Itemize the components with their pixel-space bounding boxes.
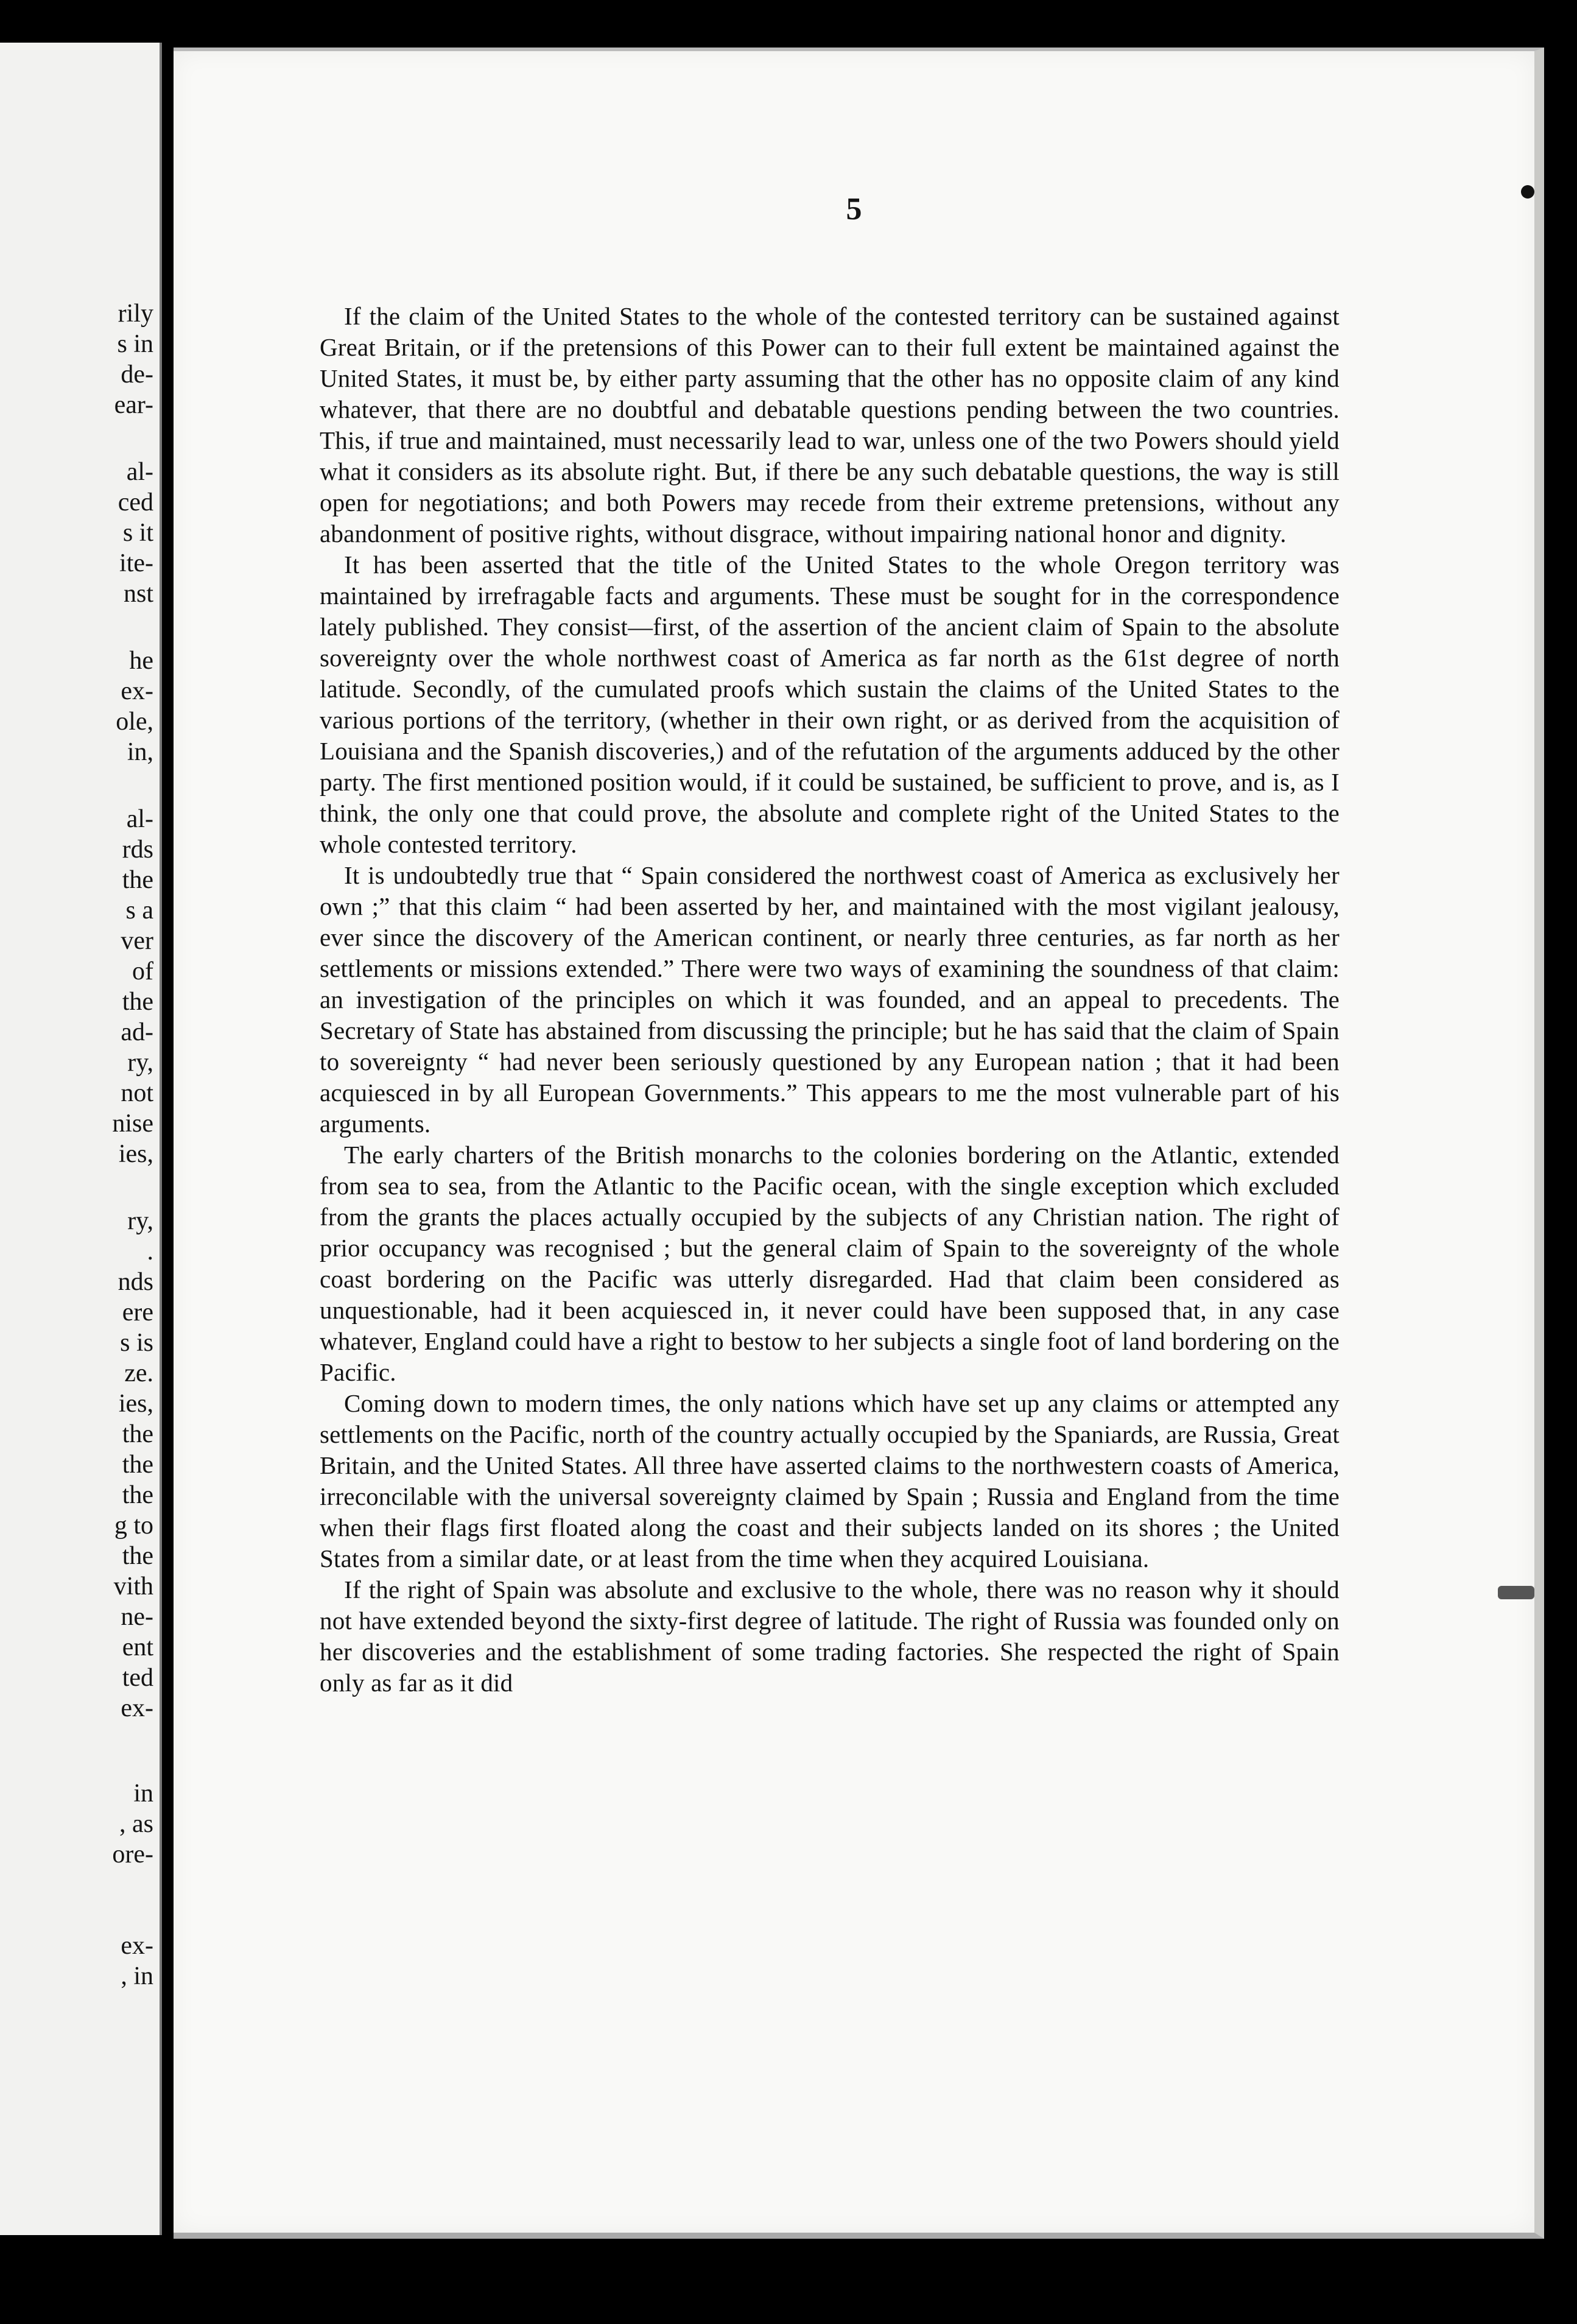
margin-fragment: in (133, 1780, 153, 1808)
margin-fragment: g to (114, 1512, 153, 1540)
margin-fragment: the (122, 1451, 153, 1479)
margin-fragment: rily (118, 300, 153, 328)
paragraph: It has been asserted that the title of the United States to the whole Oregon territory was maintained by irrefragable facts and arguments. These must be sought for in the correspondence lately published. They consist—first, of the assertion of the ancient claim of Spain to the absolute sovereignty over the whole northwest coast of America as far north as the 61st degree of north latitude. Secondly, of the cumulated proofs which sustain the claims of the United States to the various portions of the territory, (whether in their own right, or as derived from the acquisition of Louisiana and the Spanish discoveries,) and of the refutation of the arguments adduced by the other party. The first mentioned position would, if it could be sustained, be sufficient to prove, and is, as I think, the only one that could prove, the absolute and complete right of the United States to the whole contested territory. (320, 551, 1340, 858)
margin-fragment: ced (118, 488, 153, 516)
margin-fragment: nise (112, 1110, 153, 1138)
margin-fragment: , in (121, 1962, 153, 1990)
margin-fragment: ex- (121, 677, 153, 705)
margin-fragment: rds (122, 836, 153, 864)
facing-page-edge (0, 43, 162, 2235)
paragraph: It is undoubtedly true that “ Spain considered the northwest coast of America as exclusively her own ;” that this claim “ had been asserted by her, and maintained with the most vigilant jealousy, ever since the discovery of the American continent, or nearly three centuries, as far north as her settlements or missions extended.” There were two ways of examining the soundness of that claim: an investigation of the principles on which it was founded, and an appeal to precedents. The Secretary of State has abstained from discussing the principle; but he has said that the claim of Spain to sovereignty “ had never been seriously questioned by any European nation ; that it had been acquiesced in by all European Governments.” This appears to me the most vulnerable part of his arguments. (320, 861, 1340, 1138)
margin-fragment: . (147, 1238, 153, 1266)
margin-fragment: of (132, 957, 153, 985)
margin-fragment: in, (127, 738, 153, 766)
document-page (174, 48, 1544, 2239)
margin-fragment: nst (123, 580, 153, 608)
margin-fragment: the (122, 1481, 153, 1509)
margin-fragment: the (122, 988, 153, 1016)
margin-fragment: nds (118, 1268, 153, 1296)
paragraph: If the right of Spain was absolute and exclusive to the whole, there was no reason why it should not have extended beyond the sixty-first degree of latitude. The right of Russia was founded only on her discoveries and the establishment of some trading factories. She respected the right of Spain only as far as it did (320, 1576, 1340, 1697)
margin-fragment: ear- (114, 391, 153, 419)
margin-fragment: s in (117, 330, 153, 358)
margin-fragment: ite- (119, 549, 153, 577)
margin-fragment: ies, (118, 1140, 153, 1168)
paragraph: Coming down to modern times, the only nations which have set up any claims or attempted any settlements on the Pacific, north of the country actually occupied by the Spaniards, are Russia, Great Britain, and the United States. All three have asserted claims to the northwestern coasts of America, irreconcilable with the universal sovereignty claimed by Spain ; Russia and England from the time when their flags first floated along the coast and their subjects landed on its shores ; the United States from a similar date, or at least from the time when they acquired Louisiana. (320, 1389, 1340, 1572)
margin-fragment: s is (120, 1329, 153, 1357)
ink-dot-mark (1521, 185, 1534, 199)
margin-fragment: ry, (127, 1207, 153, 1235)
margin-fragment: al- (126, 458, 153, 486)
margin-fragment: s it (122, 519, 153, 547)
scan-smudge-mark (1498, 1586, 1534, 1599)
margin-fragment: ole, (116, 708, 153, 736)
margin-fragment: the (122, 866, 153, 894)
margin-fragment: ry, (127, 1049, 153, 1077)
margin-fragment: de- (121, 361, 153, 389)
page-number: 5 (846, 192, 862, 227)
margin-fragment: s a (125, 896, 153, 924)
margin-fragment: ex- (121, 1694, 153, 1722)
margin-fragment: the (122, 1420, 153, 1448)
margin-fragment: vith (113, 1572, 153, 1600)
margin-fragment: the (122, 1542, 153, 1570)
margin-fragment: ex- (121, 1932, 153, 1960)
margin-fragment: , as (119, 1810, 153, 1838)
margin-fragment: al- (126, 805, 153, 833)
margin-fragment: ted (122, 1664, 153, 1692)
margin-fragment: ver (121, 927, 153, 955)
margin-fragment: ad- (121, 1018, 153, 1046)
margin-fragment: ies, (118, 1390, 153, 1418)
margin-fragment: he (129, 647, 153, 675)
margin-fragment: ne- (121, 1603, 153, 1631)
margin-fragment: ze. (124, 1359, 153, 1387)
margin-fragment: ere (122, 1298, 153, 1326)
paragraph: The early charters of the British monarchs to the colonies bordering on the Atlantic, extended from sea to sea, from the Atlantic to the Pacific ocean, with the single exception which excluded from the grants the places actually occupied by the subjects of any Christian nation. The right of prior occupancy was recognised ; but the general claim of Spain to the sovereignty of the whole coast bordering on the Pacific was utterly disregarded. Had that claim been considered as unquestionable, had it been acquiesced in, it never could have been supposed that, in any case whatever, England could have a right to bestow to her subjects a single foot of land bordering on the Pacific. (320, 1141, 1340, 1386)
margin-fragment: ore- (112, 1840, 153, 1868)
paragraph: If the claim of the United States to the whole of the contested territory can be sustained against Great Britain, or if the pretensions of this Power can to their full extent be maintained against the United States, it must be, by either party assuming that the other has no opposite claim of any kind whatever, that there are no doubtful and debatable questions pending between the two countries. This, if true and maintained, must necessarily lead to war, unless one of the two Powers should yield what it considers as its absolute right. But, if there be any such debatable questions, the way is still open for negotiations; and both Powers may recede from their extreme pretensions, without any abandonment of positive rights, without disgrace, without impairing national honor and dignity. (320, 302, 1340, 548)
body-text (320, 301, 1340, 1699)
margin-fragment: not (121, 1079, 153, 1107)
margin-fragment: ent (122, 1633, 153, 1661)
